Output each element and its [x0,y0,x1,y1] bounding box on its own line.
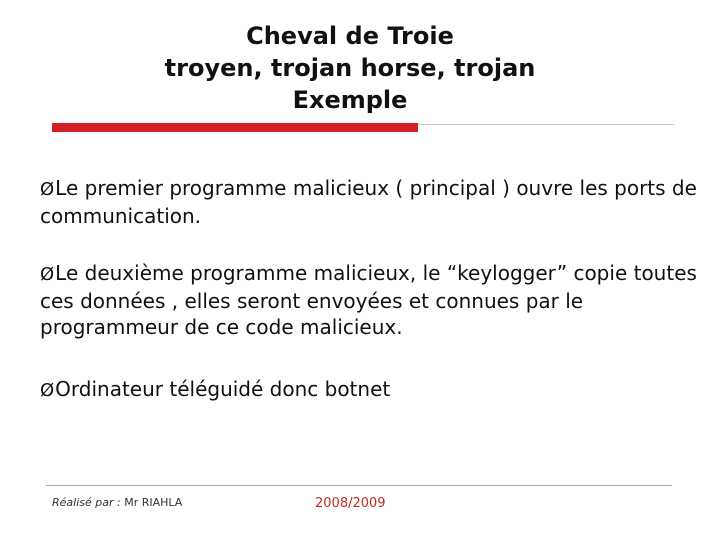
footer-author-name: Mr RIAHLA [124,496,183,509]
title-accent-rule [52,123,418,132]
title-divider-rule [418,124,674,125]
arrow-bullet-icon: Ø [40,380,55,401]
footer-year: 2008/2009 [315,496,386,511]
title-line-3: Exemple [292,86,408,114]
bullet-item-3 [40,376,700,404]
bullet-text-1: Le premier programme malicieux ( principal ) ouvre les ports de communication. [40,176,697,228]
title-line-2: troyen, trojan horse, trojan [164,54,536,82]
bullet-item-2 [40,260,700,340]
title-line-1: Cheval de Troie [246,22,454,50]
footer-rule [46,485,672,486]
bullet-item-1 [40,175,700,229]
bullet-text-2: Le deuxième programme malicieux, le “keylogger” copie toutes ces données , elles seront envoyées et connues par le programmeur de ce code malicieux. [40,261,697,339]
arrow-bullet-icon: Ø [40,264,55,285]
bullet-text-3: Ordinateur téléguidé donc botnet [55,377,391,401]
footer-author-prefix: Réalisé par : [52,496,121,509]
footer-author [52,496,182,510]
slide-title [100,20,600,116]
arrow-bullet-icon: Ø [40,179,55,200]
